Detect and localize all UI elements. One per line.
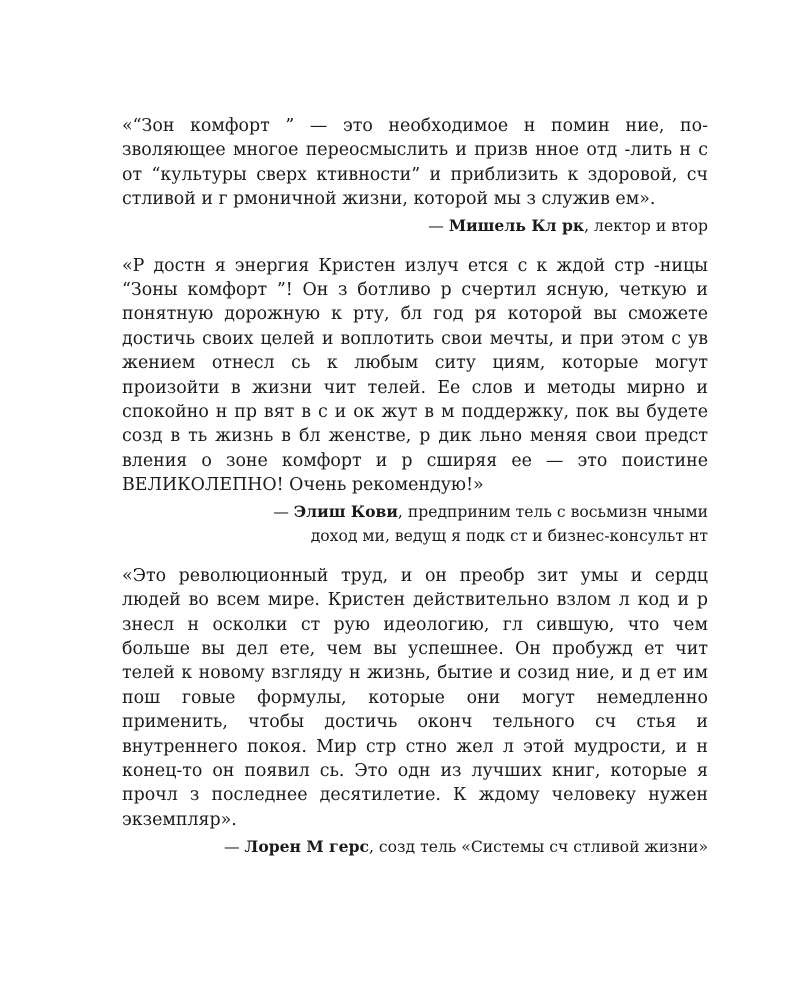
testimonial-attribution	[122, 500, 708, 548]
testimonial-author: Лорен М герс	[244, 837, 369, 857]
attribution-dash: —	[273, 502, 294, 521]
testimonial-role: , созд тель «Системы сч стливой жизни»	[368, 838, 708, 857]
testimonial-1	[122, 114, 708, 238]
testimonial-role-continued: доход ми, ведущ я подк ст и бизнес-консульт нт	[310, 526, 708, 545]
attribution-dash: —	[428, 216, 449, 235]
testimonial-quote: «“Зон комфорт ” — это необходимое н помин ние, позволяющее многое переосмыслить и призв нное отд -лить н с от “культуры сверх ктивности” и приблизить к здоровой, сч стливой и г рмоничной жизни, которой мы з служив ем».	[122, 116, 708, 210]
testimonial-attribution	[122, 214, 708, 238]
testimonial-role: , предприним тель с восьмизн чными	[397, 502, 708, 521]
testimonial-3	[122, 564, 708, 859]
testimonial-role: , лектор и втор	[584, 216, 708, 235]
testimonial-author: Элиш Кови	[293, 501, 398, 521]
testimonial-author: Мишель Кл рк	[448, 215, 585, 235]
testimonial-attribution	[122, 835, 708, 859]
attribution-dash: —	[223, 838, 245, 857]
testimonials-page	[122, 114, 708, 859]
testimonial-2	[122, 254, 708, 548]
testimonial-quote: «Это революционный труд, и он преобр зит умы и сердц людей во всем мире. Кристен действительно взлом л код и р знесл н осколки ст рую идеологию, гл сившую, что чем больше вы дел ете, чем вы успешнее. Он пробужд ет чит телей к новому взгляду н жизнь, бытие и созид ние, и д ет им пош говые формулы, которые они могут немедленно применить, чтобы достичь оконч тельного сч стья и внутреннего покоя. Мир стр стно жел л этой мудрости, и н конец-то он появил сь. Это одн из лучших книг, которые я прочл з последнее десятилетие. К ждому человеку нужен экземпляр».	[122, 565, 708, 830]
testimonial-quote: «Р достн я энергия Кристен излуч ется с к ждой стр -ницы “Зоны комфорт ”! Он з ботливо р счертил ясную, четкую и понятную дорожную к рту, бл год ря которой вы сможете достичь своих целей и воплотить свои мечты, и при этом с ув жением отнесл сь к любым ситу циям, которые могут произойти в жизни чит телей. Ее слов и методы мирно и спокойно н пр вят в с и ок жут в м поддержку, пок вы будете созд в ть жизнь в бл женстве, р дик льно меняя свои предст вления о зоне комфорт и р сширяя ее — это поистине ВЕЛИКОЛЕПНО! Очень рекомендую!»	[122, 255, 708, 496]
